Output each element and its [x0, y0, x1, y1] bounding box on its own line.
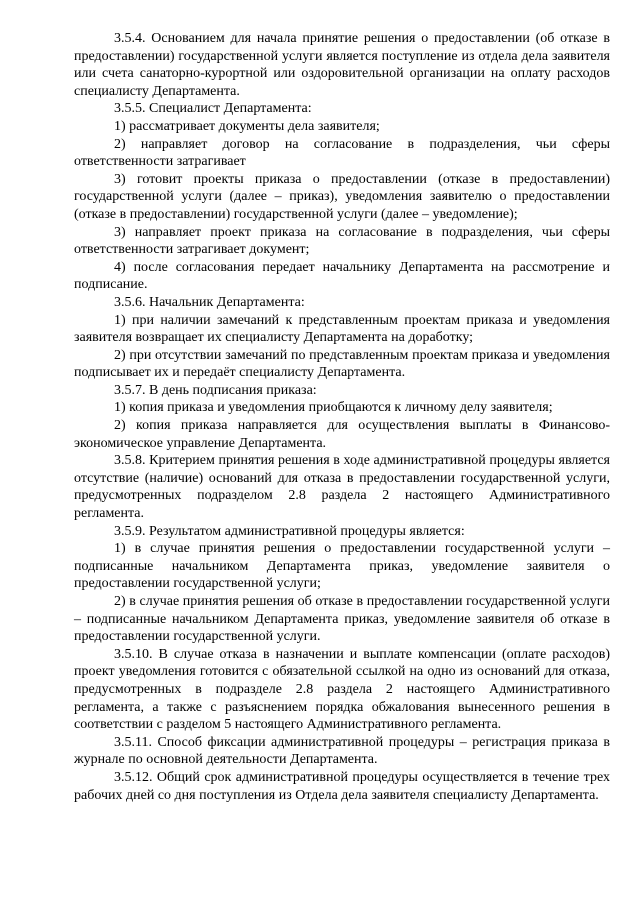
- paragraph-3-5-9-heading: 3.5.9. Результатом административной процедуры является:: [114, 523, 465, 539]
- list-item: 4) после согласования передает начальнику Департамента на рассмотрение и подписание.: [74, 259, 610, 293]
- list-item: 2) при отсутствии замечаний по представленным проектам приказа и уведомления подписывает их и передаёт специалисту Департамента.: [74, 347, 610, 381]
- paragraph-3-5-5-heading: 3.5.5. Специалист Департамента:: [114, 101, 312, 117]
- list-item: 2) копия приказа направляется для осуществления выплаты в Финансово-экономическое управление Департамента.: [74, 418, 610, 451]
- list-item: 3) готовит проекты приказа о предоставлении (отказе в предоставлении) государственной услуги (далее – приказ), уведомления заявителю о предоставлении (отказе в предоставлении) государственной услуги (далее – уведомление);: [74, 171, 610, 222]
- paragraph-3-5-7-heading: 3.5.7. В день подписания приказа:: [114, 382, 317, 398]
- list-item: 2) в случае принятия решения об отказе в предоставлении государственной услуги – подписанные начальником Департамента приказ, уведомление заявителя об отказе в предоставлении государственной услуги.: [74, 594, 610, 645]
- list-item: 1) рассматривает документы дела заявителя;: [114, 118, 380, 134]
- list-item: 1) копия приказа и уведомления приобщаются к личному делу заявителя;: [114, 400, 553, 416]
- paragraph-3-5-6-heading: 3.5.6. Начальник Департамента:: [114, 294, 305, 310]
- paragraph-3-5-8: 3.5.8. Критерием принятия решения в ходе административной процедуры является отсутствие (наличие) оснований для отказа в предоставлении государственной услуги, предусмотренных подразделом 2.8 раздела 2 настоящего Административного регламента.: [74, 453, 610, 522]
- paragraph-3-5-11: 3.5.11. Способ фиксации административной процедуры – регистрация приказа в журнале по основной деятельности Департамента.: [74, 734, 610, 768]
- list-item: 1) при наличии замечаний к представленным проектам приказа и уведомления заявителя возвращает их специалисту Департамента на доработку;: [74, 312, 610, 346]
- paragraph-3-5-4: 3.5.4. Основанием для начала принятие решения о предоставлении (об отказе в предоставлении) государственной услуги является поступление из отдела дела заявителя или счета санаторно-курортной или оздоровительной организации на оплату расходов специалисту Департамента.: [74, 31, 610, 99]
- paragraph-3-5-12: 3.5.12. Общий срок административной процедуры осуществляется в течение трех рабочих дней со дня поступления из Отдела дела заявителя специалисту Департамента.: [74, 769, 610, 803]
- list-item: 1) в случае принятия решения о предоставлении государственной услуги – подписанные начальником Департамента приказ, уведомление заявителя о предоставлении государственной услуги;: [74, 541, 610, 592]
- list-item: 3) направляет проект приказа на согласование в подразделения, чьи сферы ответственности затрагивает документ;: [74, 224, 610, 258]
- list-item: 2) направляет договор на согласование в подразделения, чьи сферы ответственности затрагивает: [74, 136, 610, 170]
- paragraph-3-5-10: 3.5.10. В случае отказа в назначении и выплате компенсации (оплате расходов) проект уведомления готовится с обязательной ссылкой на одно из оснований для отказа, предусмотренных в подразделе 2.8 раздела 2 настоящего Административного регламента, а также с разъяснением порядка обжалования вынесенного решения в соответствии с разделом 5 настоящего Административного регламента.: [74, 646, 610, 733]
